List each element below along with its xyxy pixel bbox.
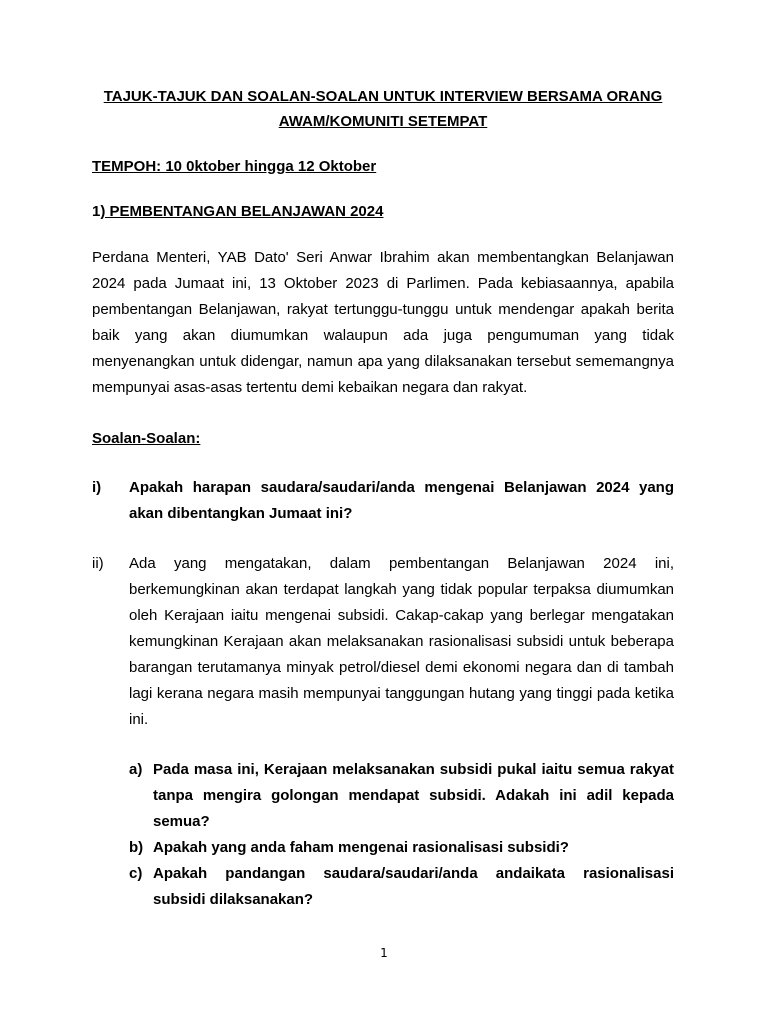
section-1-number: 1: [92, 203, 101, 220]
page-number: 1: [380, 946, 388, 960]
question-number: ii): [92, 555, 104, 572]
section-1-heading: [92, 199, 674, 224]
section-1-title: ) PEMBENTANGAN BELANJAWAN 2024: [100, 203, 384, 220]
question-number: i): [92, 479, 102, 496]
questions-heading: Soalan-Soalan:: [92, 430, 201, 447]
sub-question-number: c): [129, 865, 143, 882]
question-item: [92, 475, 674, 527]
sub-question-item: [129, 835, 674, 861]
title-line-1: TAJUK-TAJUK DAN SOALAN-SOALAN UNTUK INTERVIEW BERSAMA ORANG: [103, 88, 663, 105]
sub-question-text: Apakah pandangan saudara/saudari/anda andaikata rasionalisasi subsidi dilaksanakan?: [153, 865, 674, 908]
sub-question-number: b): [129, 839, 144, 856]
sub-question-text: Pada masa ini, Kerajaan melaksanakan subsidi pukal iaitu semua rakyat tanpa mengira golongan mendapat subsidi. Adakah ini adil kepada semua?: [153, 761, 674, 830]
title-line-2: AWAM/KOMUNITI SETEMPAT: [278, 113, 488, 130]
question-text: Ada yang mengatakan, dalam pembentangan Belanjawan 2024 ini, berkemungkinan akan terdapat langkah yang tidak popular terpaksa diumumkan oleh Kerajaan iaitu mengenai subsidi. Cakap-cakap yang berlegar mengatakan kemungkinan Kerajaan akan melaksanakan rasionalisasi subsidi untuk beberapa barangan terutamanya minyak petrol/diesel demi ekonomi negara dan di tambah lagi kerana negara masih mempunyai tanggungan hutang yang tinggi pada ketika ini.: [129, 555, 674, 728]
document-title: [92, 84, 674, 134]
document-page: [92, 84, 674, 913]
sub-question-item: [129, 861, 674, 913]
sub-question-item: [129, 757, 674, 835]
period-line: TEMPOH: 10 0ktober hingga 12 Oktober: [92, 158, 377, 175]
sub-question-number: a): [129, 761, 143, 778]
intro-paragraph: Perdana Menteri, YAB Dato' Seri Anwar Ibrahim akan membentangkan Belanjawan 2024 pada Jumaat ini, 13 Oktober 2023 di Parlimen. Pada kebiasaannya, apabila pembentangan Belanjawan, rakyat tertunggu-tunggu untuk mendengar apakah berita baik yang akan diumumkan walaupun ada juga pengumuman yang tidak menyenangkan untuk didengar, namun apa yang dilaksanakan tersebut sememangnya mempunyai asas-asas tertentu demi kebaikan negara dan rakyat.: [92, 249, 674, 396]
question-item: [92, 551, 674, 733]
sub-question-text: Apakah yang anda faham mengenai rasionalisasi subsidi?: [153, 839, 569, 856]
question-text: Apakah harapan saudara/saudari/anda mengenai Belanjawan 2024 yang akan dibentangkan Jumaat ini?: [129, 479, 674, 522]
